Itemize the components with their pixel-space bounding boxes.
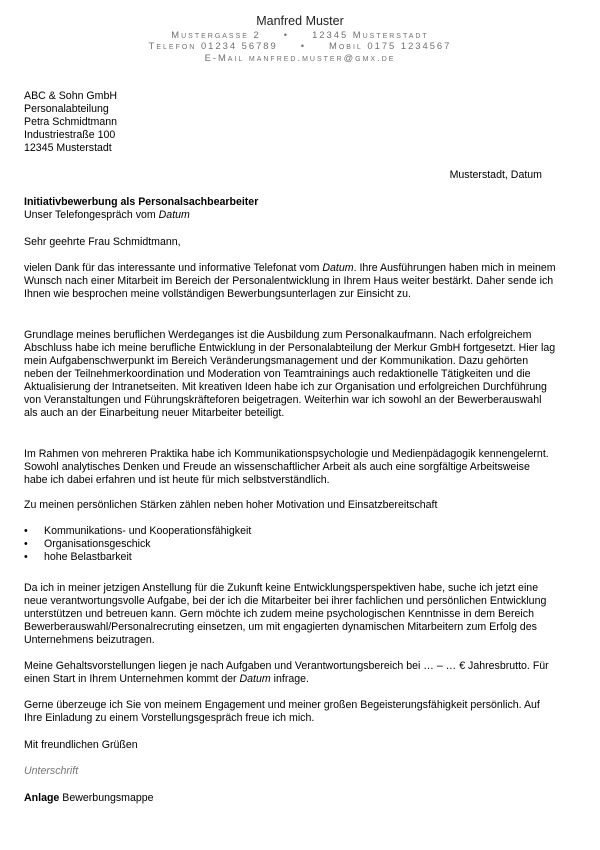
paragraph-intro-date: Datum: [322, 262, 354, 274]
salutation: Sehr geehrte Frau Schmidtmann,: [24, 236, 181, 248]
paragraph-intro-part1: vielen Dank für das interessante und informative Telefonat vom: [24, 262, 323, 274]
paragraph-career: Grundlage meines beruflichen Werdeganges ist die Ausbildung zum Personalkaufmann. Nach erfolgreichem Abschluss habe ich meine berufliche Entwicklung in der Personalabteilung der Merkur GmbH fortgesetzt. Hier lag mein Aufgabenschwerpunkt im Bereich Veränderungsmanagement und der Kommunikation. Dazu gehörten neben der Teilnehmerkoordination und Moderation von Teamtrainings auch redaktionelle Tätigkeiten und die Aktualisierung der Intranetseiten. Mit kreativen Ideen habe ich zur Organisation und erfolgreichen Durchführung von Veranstaltungen und Führungskräfteforen beigetragen. Weiterhin war ich sowohl an der Bewerberauswahl als auch an der Einarbeitung neuer Mitarbeiter beteiligt.: [24, 329, 556, 419]
list-item: [24, 551, 556, 564]
subject-reference: [24, 209, 556, 222]
bullet: •: [24, 551, 28, 563]
list-item: [24, 525, 556, 538]
recipient-address: [24, 90, 556, 155]
paragraph-strengths-intro: Zu meinen persönlichen Stärken zählen neben hoher Motivation und Einsatzbereitschaft: [24, 499, 438, 511]
recipient-department: Personalabteilung: [24, 103, 109, 115]
list-item-text: hohe Belastbarkeit: [44, 551, 132, 563]
recipient-person: Petra Schmidtmann: [24, 116, 118, 128]
paragraph-motivation: Da ich in meiner jetzigen Anstellung für die Zukunft keine Entwicklungsperspektiven habe, suche ich jetzt eine neue verantwortungsvolle Aufgabe, bei der ich die Mitarbeiter bei ihrer fachlichen und persönlichen Entwicklung unterstützen und betreuen kann. Gern möchte ich zudem meine psychologischen Kenntnisse in dem Bereich Bewerberauswahl/Personalrecruting einsetzen, um mit engagierten dynamischen Mitarbeitern zum Erfolg des Unternehmens beizutragen.: [24, 582, 547, 646]
paragraph-salary-part2: infrage.: [270, 673, 309, 685]
strengths-list: [24, 525, 556, 564]
paragraph-closing: Gerne überzeuge ich Sie von meinem Engagement und meiner großen Begeisterungsfähigkeit persönlich. Auf Ihre Einladung zu einem Vorstellungsgespräch freue ich mich.: [24, 699, 540, 724]
paragraph-intro: [24, 262, 556, 301]
paragraph-internships: Im Rahmen von mehreren Praktika habe ich Kommunikationspsychologie und Medienpädagogik kennengelernt. Sowohl analytisches Denken und Freude an wissenschaftlicher Arbeit als auch eine sorgfältige Arbeitsweise habe ich dabei erfahren und ist heute für mich selbstverständlich.: [24, 448, 549, 486]
attachment-text: Bewerbungsmappe: [59, 792, 154, 804]
subject-title: Initiativbewerbung als Personalsachbearbeiter: [24, 196, 259, 208]
paragraph-salary-date: Datum: [239, 673, 271, 685]
closing-greeting: Mit freundlichen Grüßen: [24, 739, 138, 751]
sender-name: Manfred Muster: [256, 14, 344, 28]
paragraph-salary: [24, 660, 556, 686]
recipient-company: ABC & Sohn GmbH: [24, 90, 118, 102]
attachment-label: Anlage: [24, 792, 60, 804]
recipient-street: Industriestraße 100: [24, 129, 116, 141]
list-item: [24, 538, 556, 551]
recipient-city: 12345 Musterstadt: [24, 142, 112, 154]
paragraph-salary-part1: Meine Gehaltsvorstellungen liegen je nach Aufgaben und Verantwortungsbereich bei … – … € Jahresbrutto. Für einen Start in Ihrem Unternehmen kommt der: [24, 660, 549, 685]
sender-phone: Telefon 01234 56789 • Mobil 0175 1234567: [148, 40, 452, 51]
signature-placeholder: Unterschrift: [24, 765, 79, 777]
subject-reference-date: Datum: [158, 209, 190, 221]
subject-block: [24, 196, 556, 222]
bullet: •: [24, 525, 28, 537]
bullet: •: [24, 538, 28, 550]
attachment-line: [24, 792, 556, 805]
sender-email: E-Mail manfred.muster@gmx.de: [204, 52, 396, 63]
list-item-text: Organisationsgeschick: [44, 538, 151, 550]
paragraph-intro-part2: . Ihre Ausführungen haben mich in meinem Wunsch nach einer Mitarbeit im Bereich der Personalentwicklung in Ihrem Haus weiter bestärkt. Daher sende ich Ihnen wie besprochen meine vollständigen Bewerbungsunterlagen zur Einsicht zu.: [24, 262, 556, 300]
subject-reference-text: Unser Telefongespräch vom: [24, 209, 159, 221]
sender-address: Mustergasse 2 • 12345 Musterstadt: [171, 29, 429, 40]
list-item-text: Kommunikations- und Kooperationsfähigkeit: [44, 525, 252, 537]
date-line: Musterstadt, Datum: [449, 169, 542, 181]
